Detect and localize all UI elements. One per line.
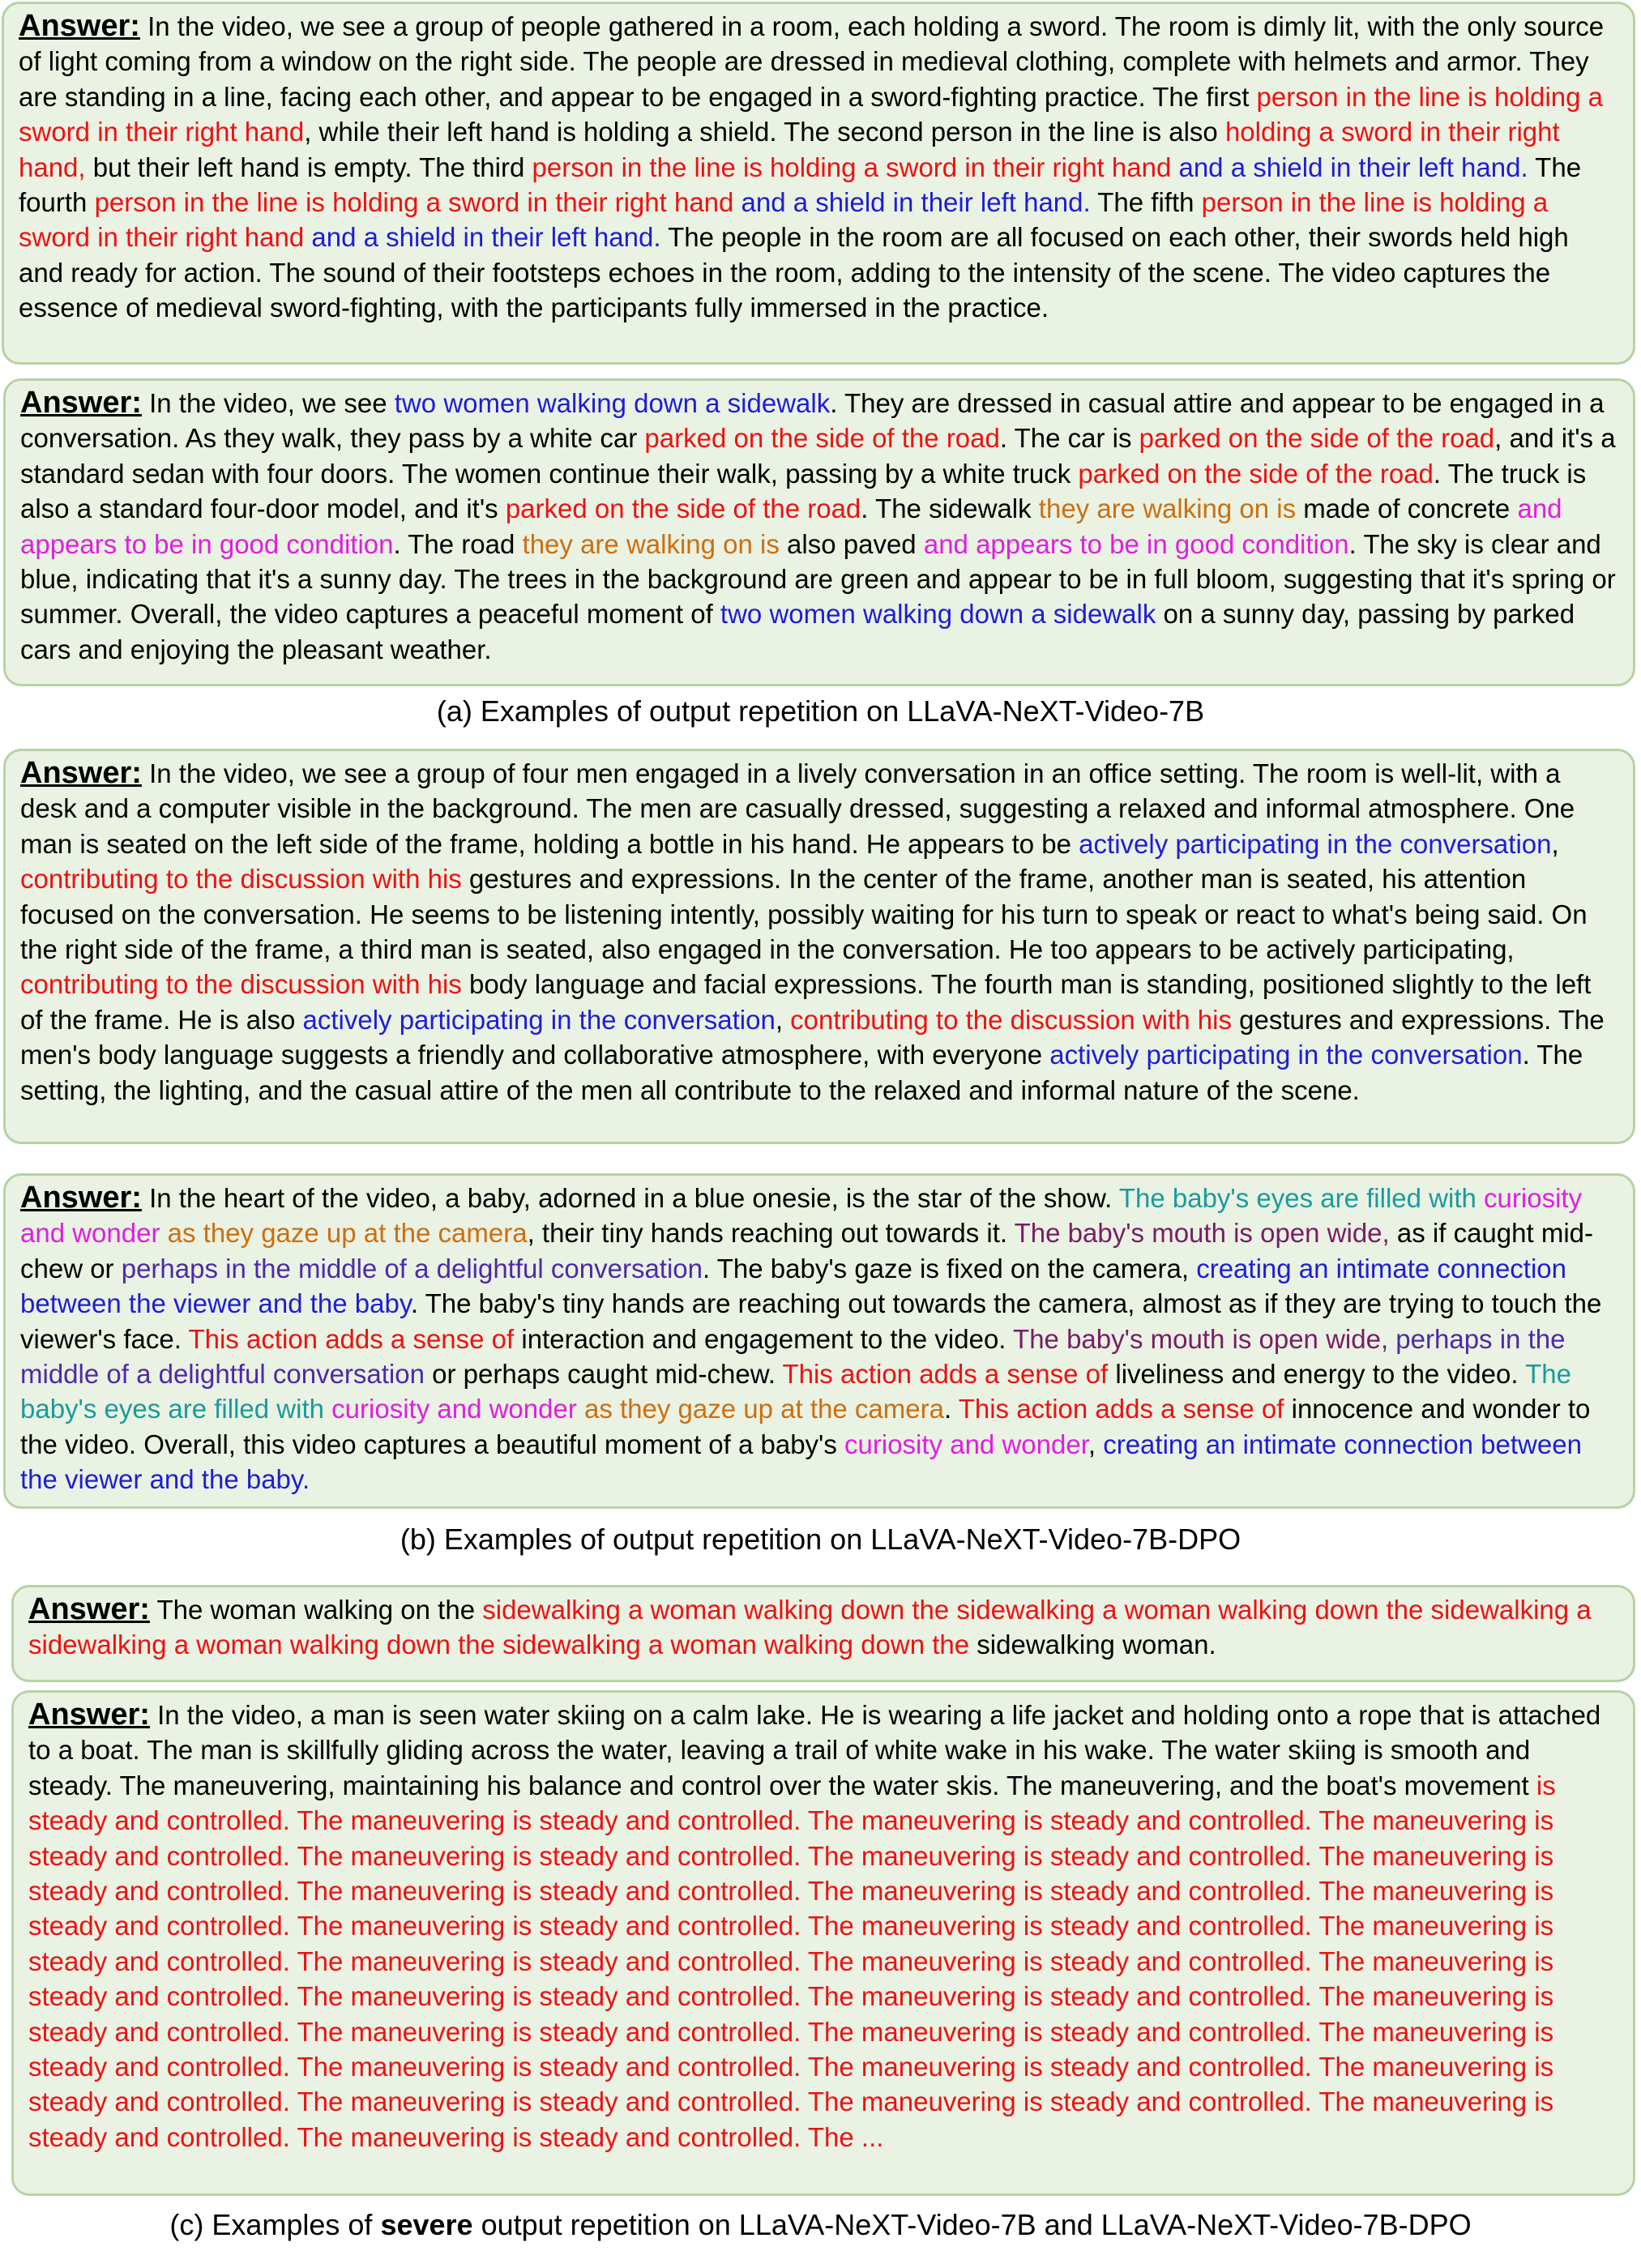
answer-segment: This action adds a sense of	[782, 1359, 1109, 1390]
answer-segment: actively participating in the conversation	[1049, 1040, 1523, 1070]
answer-segment: two women walking down a sidewalk	[720, 599, 1156, 630]
answer-segment: contributing to the discussion with his	[790, 1004, 1232, 1035]
answer-segment: actively participating in the conversation	[302, 1004, 776, 1035]
answer-segment: sidewalking woman.	[969, 1629, 1216, 1660]
answer-box	[3, 1173, 1635, 1509]
answer-segment: holding a sword in their right hand,	[19, 117, 1560, 182]
answer-segment: or perhaps caught mid-chew.	[424, 1359, 783, 1390]
answer-segment: person in the line is holding a sword in their right hand	[19, 81, 1603, 147]
figure-caption-a	[0, 694, 1641, 729]
answer-text	[20, 1183, 1601, 1494]
answer-segment: body language and facial expressions. The fourth man is standing, positioned slightly to the left of the frame. He is also	[20, 969, 1592, 1035]
answer-segment: also paved	[779, 528, 924, 559]
answer-segment: .	[943, 1394, 959, 1424]
answer-label: Answer:	[20, 386, 142, 420]
answer-text	[20, 758, 1605, 1105]
answer-segment: contributing to the discussion with his	[20, 864, 462, 895]
answer-segment: curiosity and wonder	[844, 1429, 1088, 1459]
answer-segment: . They are dressed in casual attire and appear to be engaged in a conversation. As they walk, they pass by a white car	[20, 388, 1605, 454]
answer-segment: The fifth	[1090, 187, 1202, 218]
answer-segment	[1388, 1324, 1395, 1354]
answer-text	[20, 388, 1616, 664]
answer-segment: as they gaze up at the camera	[160, 1218, 528, 1249]
answer-segment: ,	[1088, 1429, 1104, 1459]
answer-segment: innocence and wonder to the video. Overall, this video captures a beautiful moment of a baby's	[20, 1394, 1591, 1459]
answer-segment: is steady and controlled. The maneuvering is steady and controlled. The maneuvering is steady and controlled. The maneuvering is steady and controlled. The maneuvering is steady and controlled. The maneuvering is steady and controlled. The maneuvering is steady and controlled. The maneuvering is steady and controlled. The maneuvering is steady and controlled. The maneuvering is steady and controlled. The maneuvering is steady and controlled. The maneuvering is steady and controlled. The maneuvering is steady and controlled. The maneuvering is steady and controlled. The maneuvering is steady and controlled. The maneuvering is steady and controlled. The maneuvering is steady and controlled. The maneuvering is steady and controlled. The maneuvering is steady and controlled. The maneuvering is steady and controlled. The maneuvering is steady and controlled. The maneuvering is steady and controlled. The maneuvering is steady and controlled. The maneuvering is steady and controlled. The maneuvering is steady and controlled. The maneuvering is steady and controlled. The maneuvering is steady and controlled. The maneuvering is steady and controlled. The maneuvering is steady and controlled. The ...	[28, 1770, 1556, 2152]
answer-segment: and a shield in their left hand.	[1171, 152, 1528, 182]
answer-segment: perhaps in the middle of a delightful conversation	[121, 1253, 703, 1283]
figure-caption-b	[0, 1522, 1641, 1557]
answer-segment: creating an intimate connection between the viewer and the baby	[20, 1253, 1566, 1319]
answer-segment: they are walking on is	[522, 528, 780, 559]
answer-segment: . The sky is clear and blue, indicating that it's a sunny day. The trees in the background are green and appear to be in full bloom, suggesting that it's spring or summer. Overall, the video captures a peaceful moment of	[20, 528, 1616, 630]
answer-segment: interaction and engagement to the video.	[514, 1323, 1014, 1354]
answer-segment: sidewalking a woman walking down the sidewalking a woman walking down the sidewalking a sidewalking a woman walking down the sidewalking a woman walking down the	[28, 1595, 1592, 1660]
answer-segment: person in the line is holding a sword in their right hand	[94, 187, 734, 218]
answer-segment: . The sidewalk	[861, 493, 1039, 524]
answer-box	[11, 1585, 1635, 1682]
answer-segment: In the video, we see a group of four men engaged in a lively conversation in an office setting. The room is well-lit, with a desk and a computer visible in the background. The men are casually dressed, suggesting a relaxed and informal atmosphere. One man is seated on the left side of the frame, holding a bottle in his hand. He appears to be	[20, 758, 1575, 859]
answer-label: Answer:	[20, 756, 142, 790]
answer-box	[3, 378, 1635, 686]
caption-prefix: (c) Examples of	[169, 2208, 381, 2241]
caption-text: (b) Examples of output repetition on LLaVA-NeXT-Video-7B-DPO	[400, 1523, 1241, 1556]
caption-text: (a) Examples of output repetition on LLaVA-NeXT-Video-7B	[436, 694, 1205, 728]
answer-label: Answer:	[20, 1181, 142, 1215]
answer-segment: they are walking on is	[1038, 493, 1297, 524]
answer-segment: The people in the room are all focused on each other, their swords held high and ready for action. The sound of their footsteps echoes in the room, adding to the intensity of the scene. The video captures the essence of medieval sword-fighting, with the participants fully immersed in the practice.	[19, 222, 1569, 323]
answer-segment: ,	[1551, 828, 1559, 859]
answer-segment: creating an intimate connection between the viewer and the baby.	[20, 1429, 1582, 1495]
answer-segment: This action adds a sense of	[188, 1323, 515, 1354]
answer-segment: person in the line is holding a sword in their right hand	[19, 187, 1549, 253]
answer-segment: as they gaze up at the camera	[576, 1394, 944, 1424]
answer-segment: contributing to the discussion with his	[20, 969, 462, 1000]
answer-segment: . The setting, the lighting, and the casual attire of the men all contribute to the relaxed and informal nature of the scene.	[20, 1040, 1583, 1105]
answer-segment: liveliness and energy to the video.	[1108, 1359, 1526, 1390]
answer-box	[2, 2, 1635, 365]
answer-segment: curiosity and wonder	[20, 1183, 1583, 1249]
answer-segment: . The truck is also a standard four-door model, and it's	[20, 458, 1587, 524]
answer-segment: two women walking down a sidewalk	[394, 388, 831, 418]
answer-segment: ,	[775, 1004, 791, 1035]
answer-segment: and appears to be in good condition	[20, 493, 1562, 559]
answer-segment: on a sunny day, passing by parked cars and enjoying the pleasant weather.	[20, 599, 1575, 664]
answer-box	[11, 1690, 1635, 2196]
answer-segment: . The car is	[999, 423, 1139, 454]
answer-segment: The baby's mouth is open wide,	[1014, 1218, 1390, 1249]
answer-segment: In the video, a man is seen water skiing on a calm lake. He is wearing a life jacket and holding onto a rope that is attached to a boat. The man is skillfully gliding across the water, leaving a trail of white wake in his wake. The water skiing is smooth and steady. The maneuvering, maintaining his balance and control over the water skis. The maneuvering, and the boat's movement	[28, 1700, 1601, 1800]
answer-segment: parked on the side of the road	[644, 423, 1000, 454]
answer-segment: actively participating in the conversation	[1079, 828, 1552, 859]
answer-segment: as if caught mid-chew or	[20, 1218, 1593, 1283]
answer-segment: . The road	[393, 528, 523, 559]
caption-bold-word: severe	[380, 2208, 473, 2241]
answer-segment: The fourth	[19, 152, 1582, 218]
caption-suffix: output repetition on LLaVA-NeXT-Video-7B and LLaVA-NeXT-Video-7B-DPO	[472, 2208, 1472, 2241]
answer-segment: curiosity and wonder	[331, 1394, 577, 1424]
answer-segment: This action adds a sense of	[958, 1394, 1284, 1424]
answer-segment: The baby's eyes are filled with	[20, 1359, 1571, 1424]
answer-segment: parked on the side of the road	[505, 493, 861, 524]
answer-text	[19, 11, 1604, 322]
answer-segment: The baby's mouth is open wide,	[1013, 1323, 1389, 1354]
answer-label: Answer:	[28, 1592, 150, 1626]
answer-segment: . The baby's gaze is fixed on the camera,	[703, 1253, 1197, 1283]
answer-segment: . The baby's tiny hands are reaching out towards the camera, almost as if they are trying to touch the viewer's face.	[20, 1288, 1602, 1354]
answer-segment: The woman walking on the	[156, 1595, 483, 1625]
answer-segment: and appears to be in good condition	[923, 528, 1349, 559]
answer-segment: , their tiny hands reaching out towards it.	[527, 1218, 1015, 1249]
answer-segment: gestures and expressions. In the center of the frame, another man is seated, his attention focused on the conversation. He seems to be listening intently, possibly waiting for his turn to speak or react to what's being said. On the right side of the frame, a third man is seated, also engaged in the conversation. He too appears to be actively participating,	[20, 864, 1588, 965]
answer-segment: , while their left hand is holding a shield. The second person in the line is also	[304, 117, 1225, 147]
figure-caption-c	[0, 2207, 1641, 2243]
answer-segment: made of concrete	[1296, 493, 1518, 524]
answer-label: Answer:	[19, 9, 140, 43]
answer-segment: and a shield in their left hand.	[304, 222, 661, 253]
answer-segment: gestures and expressions. The men's body language suggests a friendly and collaborative atmosphere, with everyone	[20, 1004, 1605, 1070]
answer-text	[28, 1595, 1592, 1659]
answer-segment: The baby's eyes are filled with	[1118, 1183, 1485, 1213]
answer-segment: In the heart of the video, a baby, adorned in a blue onesie, is the star of the show.	[149, 1183, 1119, 1213]
answer-segment: , and it's a standard sedan with four doors. The women continue their walk, passing by a white truck	[20, 423, 1616, 489]
answer-segment: perhaps in the middle of a delightful conversation	[20, 1323, 1566, 1390]
answer-segment: parked on the side of the road	[1078, 458, 1434, 489]
answer-segment: person in the line is holding a sword in their right hand	[532, 152, 1172, 182]
answer-segment: parked on the side of the road	[1139, 423, 1495, 454]
answer-label: Answer:	[28, 1698, 150, 1732]
answer-text	[28, 1700, 1600, 2152]
answer-segment: but their left hand is empty. The third	[85, 152, 532, 182]
answer-segment: In the video, we see	[149, 388, 395, 418]
answer-segment: and a shield in their left hand.	[733, 187, 1091, 218]
answer-box	[3, 749, 1635, 1144]
answer-segment: In the video, we see a group of people gathered in a room, each holding a sword. The room is dimly lit, with the only source of light coming from a window on the right side. The people are dressed in medieval clothing, complete with helmets and armor. They are standing in a line, facing each other, and appear to be engaged in a sword-fighting practice. The first	[19, 11, 1605, 112]
